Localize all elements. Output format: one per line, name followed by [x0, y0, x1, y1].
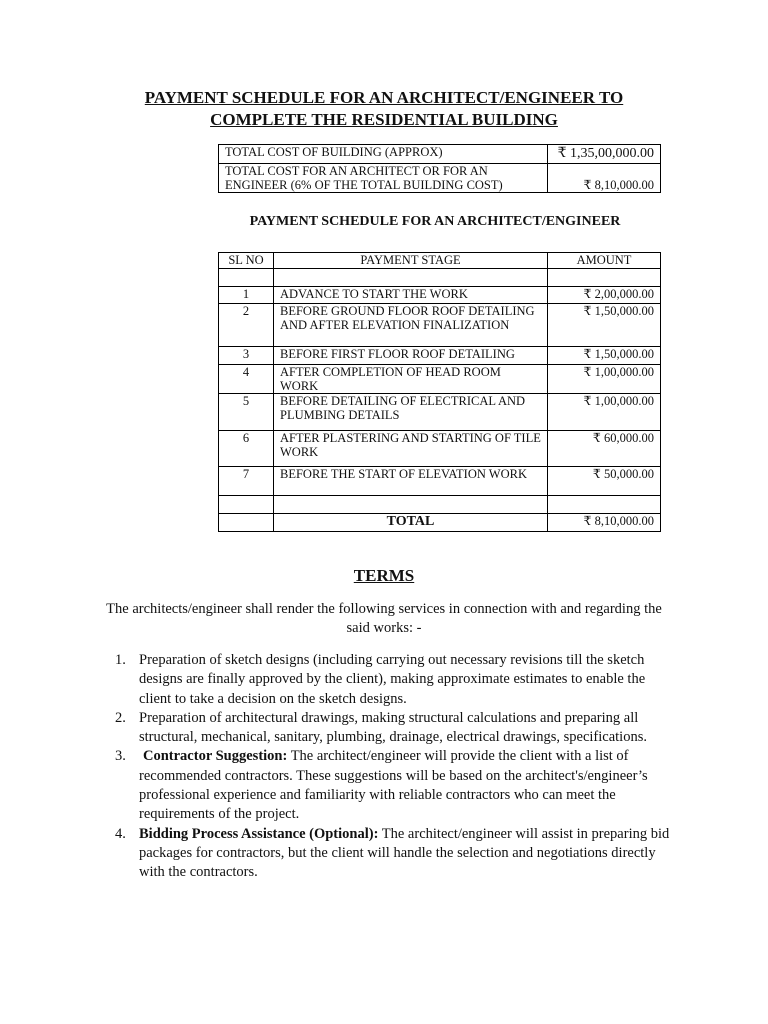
terms-intro: The architects/engineer shall render the following services in connection with and regarding the said works: -: [106, 601, 662, 636]
table-total-row: [219, 514, 661, 532]
table-row: [219, 365, 661, 394]
list-item: [100, 747, 674, 824]
table-spacer-row: [219, 496, 661, 514]
cost-label: TOTAL COST OF BUILDING (APPROX): [219, 145, 548, 164]
header-amount: AMOUNT: [548, 253, 661, 269]
payment-schedule-table: [218, 252, 661, 532]
row-amount: ₹ 50,000.00: [548, 467, 661, 496]
list-item-number: 2.: [115, 709, 126, 726]
row-stage: AFTER PLASTERING AND STARTING OF TILE WORK: [274, 431, 548, 467]
row-amount: ₹ 1,50,000.00: [548, 347, 661, 365]
row-sl-no: 2: [219, 304, 274, 347]
table-header-row: [219, 253, 661, 269]
terms-heading: TERMS: [353, 566, 415, 585]
row-sl-no: 6: [219, 431, 274, 467]
list-item-bold-lead: Bidding Process Assistance (Optional):: [139, 825, 379, 842]
cost-summary-table: [218, 144, 661, 193]
table-row: [219, 467, 661, 496]
cost-label: TOTAL COST FOR AN ARCHITECT OR FOR AN ENGINEER (6% OF THE TOTAL BUILDING COST): [219, 164, 548, 193]
row-stage: BEFORE THE START OF ELEVATION WORK: [274, 467, 548, 496]
list-item-number: 3.: [115, 748, 126, 765]
row-sl-no: 5: [219, 394, 274, 431]
row-amount: ₹ 2,00,000.00: [548, 287, 661, 304]
total-label: TOTAL: [274, 514, 548, 532]
list-item-text: Preparation of sketch designs (including carrying out necessary revisions till the sketch designs are finally approved by the client), making approximate estimates to enable the client to take a decision on the sketch designs.: [139, 652, 646, 707]
list-item-bold-lead: Contractor Suggestion:: [143, 748, 288, 765]
document-title: PAYMENT SCHEDULE FOR AN ARCHITECT/ENGINEER TO COMPLETE THE RESIDENTIAL BUILDING: [144, 88, 624, 129]
cost-value: ₹ 1,35,00,000.00: [548, 145, 661, 164]
table-row: [219, 347, 661, 365]
row-stage: AFTER COMPLETION OF HEAD ROOM WORK: [274, 365, 548, 394]
table-spacer-row: [219, 269, 661, 287]
row-sl-no: 7: [219, 467, 274, 496]
list-item-number: 4.: [115, 825, 126, 842]
row-sl-no: 3: [219, 347, 274, 365]
header-payment-stage: PAYMENT STAGE: [274, 253, 548, 269]
row-stage: ADVANCE TO START THE WORK: [274, 287, 548, 304]
list-item-text: The architect/engineer will assist in preparing bid packages for contractors, but the client will handle the selection and negotiations directly with the contractors.: [139, 825, 670, 881]
row-stage: BEFORE DETAILING OF ELECTRICAL AND PLUMBING DETAILS: [274, 394, 548, 431]
schedule-title: PAYMENT SCHEDULE FOR AN ARCHITECT/ENGINEER: [249, 214, 621, 229]
header-sl-no: SL NO: [219, 253, 274, 269]
list-item-text: Preparation of architectural drawings, making structural calculations and preparing all structural, mechanical, sanitary, plumbing, drainage, electrical drawings, specifications.: [139, 709, 647, 746]
row-amount: ₹ 1,00,000.00: [548, 394, 661, 431]
list-item: [100, 709, 674, 748]
total-amount: ₹ 8,10,000.00: [548, 514, 661, 532]
table-row: [219, 287, 661, 304]
list-item: [100, 651, 674, 709]
row-amount: ₹ 1,00,000.00: [548, 365, 661, 394]
row-stage: BEFORE FIRST FLOOR ROOF DETAILING: [274, 347, 548, 365]
table-row: [219, 394, 661, 431]
list-item-number: 1.: [115, 652, 126, 668]
table-row: [219, 304, 661, 347]
cost-value: ₹ 8,10,000.00: [548, 164, 661, 193]
list-item-text: The architect/engineer will provide the client with a list of recommended contractors. These suggestions will be based on the architect's/engineer’s professional experience and familiarity with reliable contractors who can meet the requirements of the project.: [139, 748, 648, 823]
row-sl-no: 4: [219, 365, 274, 394]
terms-list: [100, 651, 674, 883]
row-sl-no: 1: [219, 287, 274, 304]
row-amount: ₹ 1,50,000.00: [548, 304, 661, 347]
cost-row-architect: [219, 164, 661, 193]
row-stage: BEFORE GROUND FLOOR ROOF DETAILING AND AFTER ELEVATION FINALIZATION: [274, 304, 548, 347]
table-row: [219, 431, 661, 467]
cost-row-building: [219, 145, 661, 164]
list-item: [100, 825, 674, 883]
row-amount: ₹ 60,000.00: [548, 431, 661, 467]
